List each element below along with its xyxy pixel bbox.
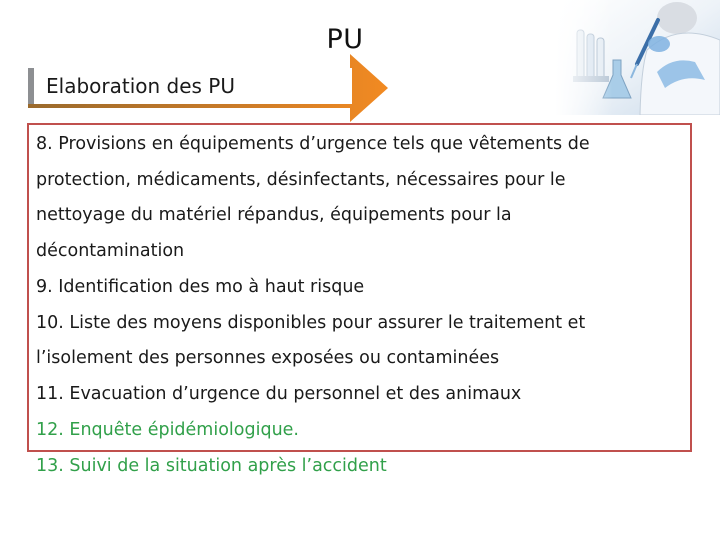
list-line: 11. Evacuation d’urgence du personnel et des animaux bbox=[36, 384, 522, 404]
list-line: l’isolement des personnes exposées ou contaminées bbox=[36, 348, 500, 368]
section-banner bbox=[28, 52, 390, 124]
list-line: 8. Provisions en équipements d’urgence tels que vêtements de bbox=[36, 134, 590, 154]
list-line-highlight: 12. Enquête épidémiologique. bbox=[36, 420, 299, 440]
list-line-highlight: 13. Suivi de la situation après l’accident bbox=[36, 456, 387, 476]
list-line: nettoyage du matériel répandus, équipements pour la bbox=[36, 205, 512, 225]
list-line: protection, médicaments, désinfectants, nécessaires pour le bbox=[36, 170, 566, 190]
page-title: PU bbox=[326, 24, 364, 55]
list-line: décontamination bbox=[36, 241, 185, 261]
list-line: 10. Liste des moyens disponibles pour assurer le traitement et bbox=[36, 313, 586, 333]
section-label: Elaboration des PU bbox=[46, 74, 236, 98]
laboratory-photo bbox=[555, 0, 720, 115]
list-line: 9. Identification des mo à haut risque bbox=[36, 277, 365, 297]
